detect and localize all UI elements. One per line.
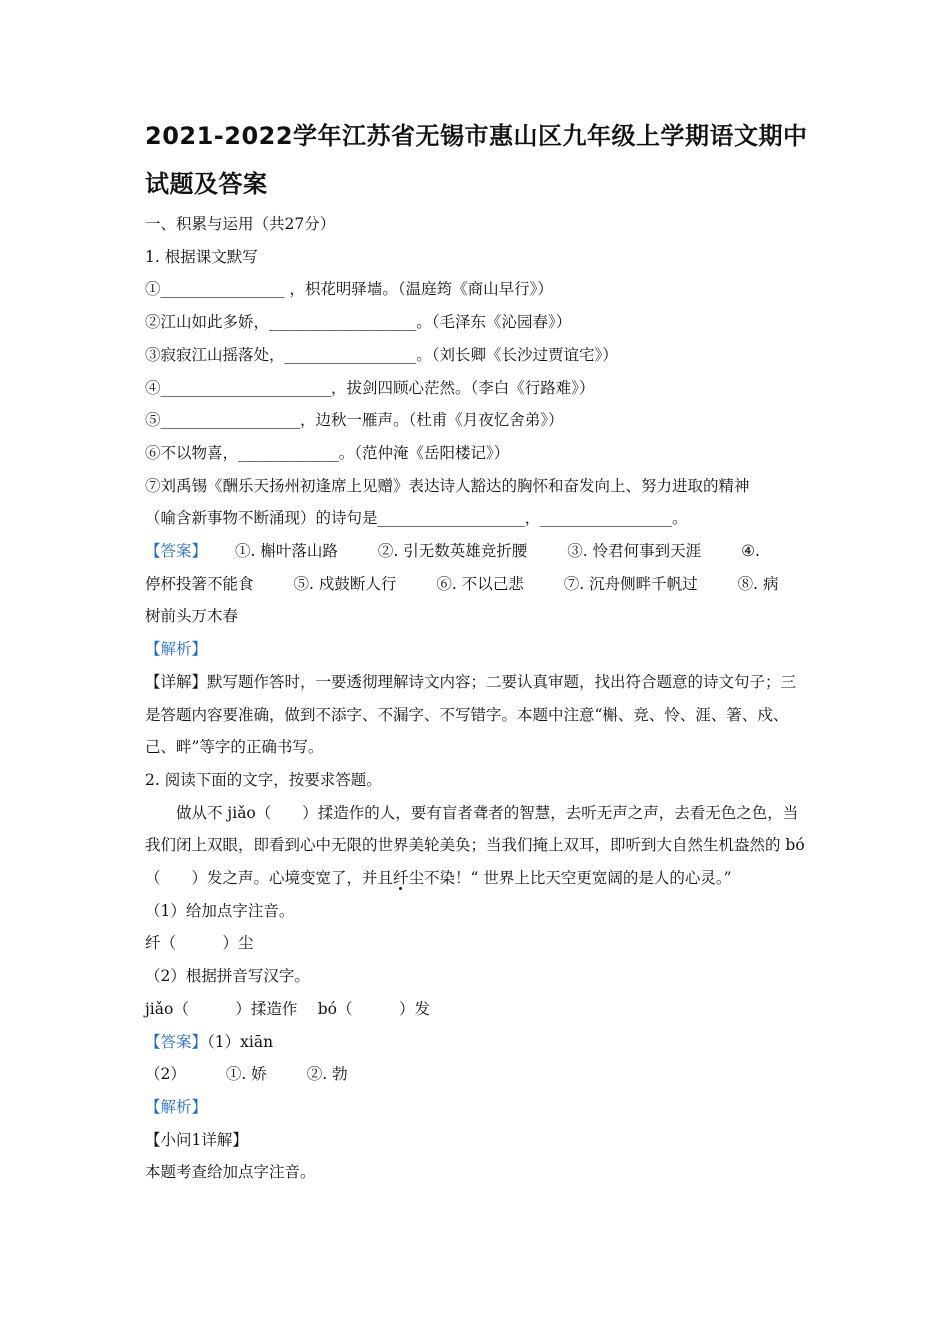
answer-1: （1）xiān xyxy=(207,1032,274,1051)
question-1-item: ⑥不以物喜，_____________。（范仲淹《岳阳楼记》） xyxy=(145,443,510,462)
analysis-tag: 【解析】 xyxy=(145,1097,208,1116)
emphasis-dot-char: 纤 xyxy=(393,869,409,888)
detail-paragraph xyxy=(145,666,810,764)
answer-part: 停杯投箸不能食 xyxy=(145,574,254,593)
answer-line xyxy=(145,568,810,601)
answer-part: ③. 怜君何事到天涯 xyxy=(567,542,702,561)
reading-passage xyxy=(145,797,810,895)
sub-question-2: （2）根据拼音写汉字。 xyxy=(145,967,310,986)
answer-part: ⑤. 戍鼓断人行 xyxy=(293,574,397,593)
question-1-item-7-line-2: （喻含新事物不断涌现）的诗句是___________________，_________________。 xyxy=(145,509,688,528)
answer-part: ②. 引无数英雄竞折腰 xyxy=(377,542,528,561)
answer-part: ⑥. 不以己悲 xyxy=(436,574,524,593)
answer-part: ①. 槲叶落山路 xyxy=(235,542,338,561)
answer-tag: 【答案】 xyxy=(145,542,208,561)
question-1-item: ⑤__________________，边秋一雁声。（杜甫《月夜忆舍弟》） xyxy=(145,411,564,430)
question-1-stem: 1. 根据课文默写 xyxy=(145,247,258,266)
answer-line xyxy=(145,1026,810,1059)
answer-line xyxy=(145,535,810,568)
question-2-stem: 2. 阅读下面的文字，按要求答题。 xyxy=(145,770,382,789)
answer-part: ⑧. 病 xyxy=(737,574,779,593)
detail-tag: 【详解】 xyxy=(145,672,208,691)
document-body xyxy=(145,208,810,1189)
question-1-item: ①________________ ，枳花明驿墙。（温庭筠《商山早行》） xyxy=(145,280,553,299)
passage-text: 做从不 jiǎo（ ）揉造作的人，要有盲者聋者的智慧，去听无声之声，去看无色之色，当我们闭上双眼，即看到心中无限的世界美轮美奂；当我们掩上双耳，即听到大自然生机盎然的 bó（ ）发之声。心境变宽了，并且 xyxy=(145,803,805,888)
question-1-item: ②江山如此多娇，___________________。（毛泽东《沁园春》） xyxy=(145,313,572,332)
question-1-item: ③寂寂江山摇落处，_________________。（刘长卿《长沙过贾谊宅》） xyxy=(145,345,618,364)
answer-part: ⑦. 沉舟侧畔千帆过 xyxy=(563,574,698,593)
sub-question-2-item: jiǎo（ ）揉造作 bó（ ）发 xyxy=(145,999,431,1018)
document-title: 2021-2022学年江苏省无锡市惠山区九年级上学期语文期中试题及答案 xyxy=(145,122,808,198)
section-heading: 一、积累与运用（共27分） xyxy=(145,215,336,233)
answer-line xyxy=(145,1058,810,1091)
sub-question-1-item: 纤（ ）尘 xyxy=(145,934,254,953)
question-1-item: ④______________________，拔剑四顾心茫然。（李白《行路难》） xyxy=(145,378,595,397)
answer-tag: 【答案】 xyxy=(145,1032,208,1051)
small-question-1-text: 本题考查给加点字注音。 xyxy=(145,1163,316,1182)
answer-2-label: （2） xyxy=(145,1065,186,1084)
answer-part: ④. xyxy=(741,542,760,561)
passage-text: 尘不染！“ 世界上比天空更宽阔的是人的心灵。” xyxy=(408,869,732,888)
answer-part: ②. 勃 xyxy=(306,1065,348,1084)
small-question-1-tag: 【小问1详解】 xyxy=(145,1130,248,1149)
detail-text: 默写题作答时，一要透彻理解诗文内容；二要认真审题，找出符合题意的诗文句子；三是答题内容要准确，做到不添字、不漏字、不写错字。本题中注意“槲、竞、怜、涯、箸、戍、己、畔”等字的正确书写。 xyxy=(145,672,797,757)
question-1-item-7-line-1: ⑦刘禹锡《酬乐天扬州初逢席上见赠》表达诗人豁达的胸怀和奋发向上、努力进取的精神 xyxy=(145,476,750,495)
sub-question-1: （1）给加点字注音。 xyxy=(145,901,295,920)
analysis-tag: 【解析】 xyxy=(145,640,208,659)
answer-part: ①. 娇 xyxy=(225,1065,267,1084)
answer-line: 树前头万木春 xyxy=(145,607,239,626)
